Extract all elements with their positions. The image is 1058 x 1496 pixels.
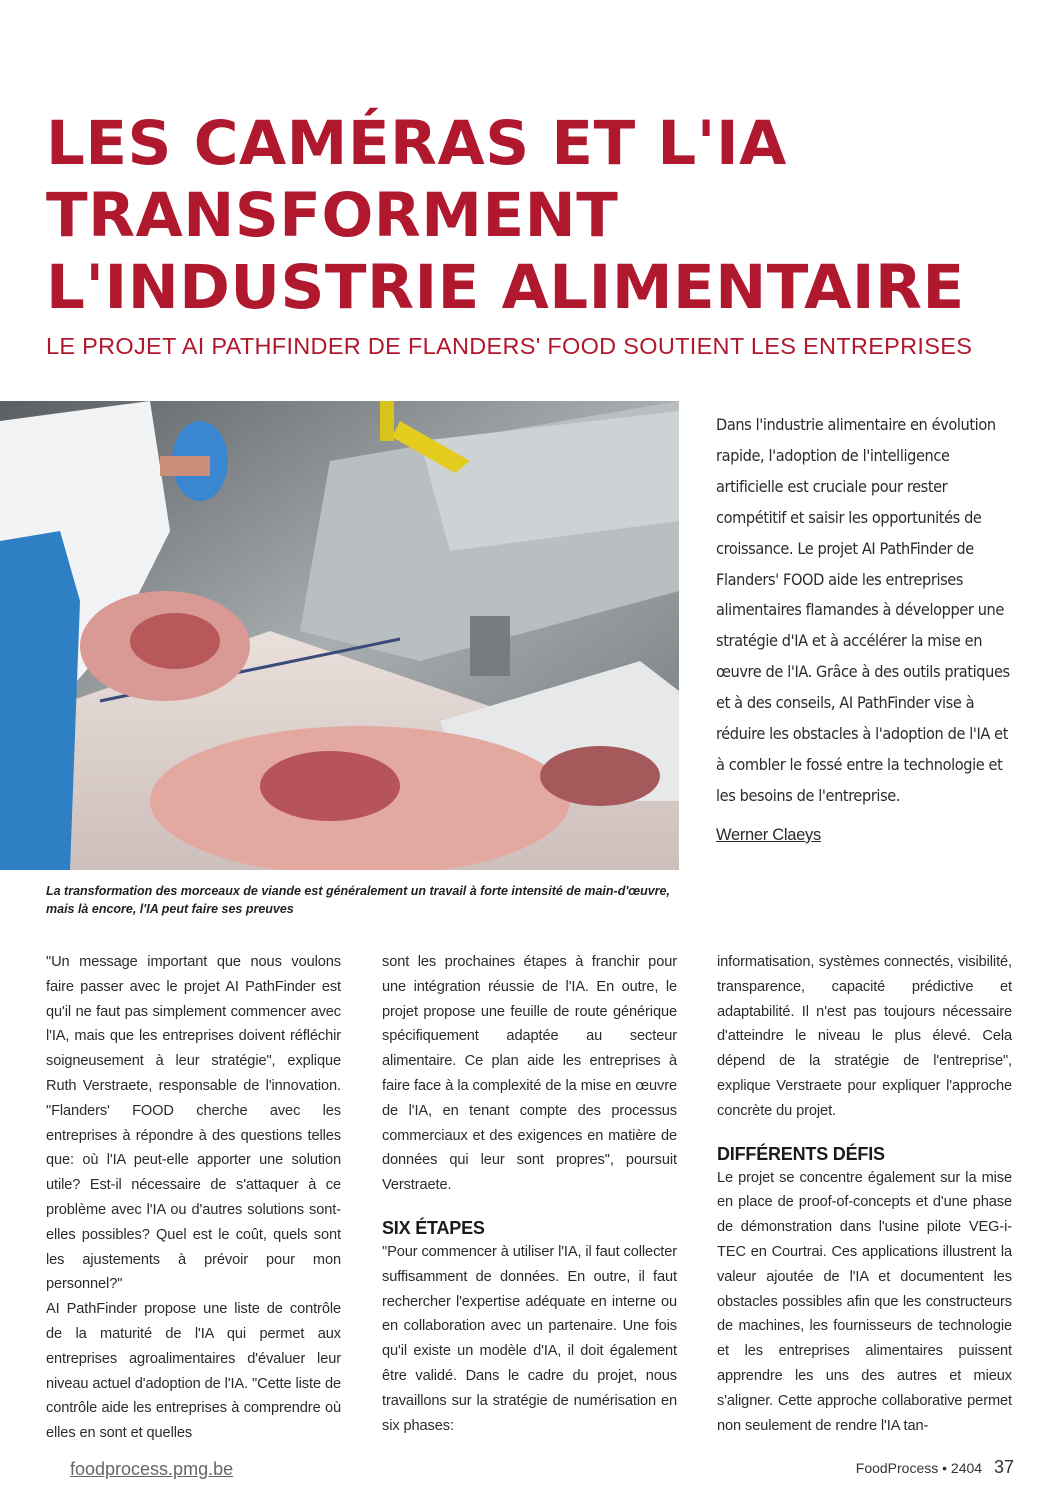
body-paragraph: AI PathFinder propose une liste de contrôle de la maturité de l'IA qui permet aux entreprises agroalimentaires d'évaluer leur niveau actuel d'adoption de l'IA. "Cette liste de contrôle aide les entreprises à comprendre où elles en sont et quelles [46,1301,341,1442]
body-paragraph: Le projet se concentre également sur la mise en place de proof-of-concepts et d'une phase de démonstration dans l'usine pilote VEG-i-TEC en Courtrai. Ces applications illustrent la valeur ajoutée de l'IA et documentent les obstacles possibles afin que les constructeurs de machines, les fournisseurs de technologie et les entreprises alimentaires puissent apprendre les uns des autres et mieux s'aligner. Cette approche collaborative permet non seulement de rendre l'IA tan- [717,1169,1012,1434]
body-column-3 [717,950,1012,1438]
body-paragraph: sont les prochaines étapes à franchir pour une intégration réussie de l'IA. En outre, le projet propose une feuille de route générique spécifiquement adaptée au secteur alimentaire. Ce plan aide les entreprises à faire face à la complexité de la mise en œuvre de l'IA, en tenant compte des processus commerciaux et des exigences en matière de données qui leur sont propres", poursuit Verstraete. [382,954,677,1194]
page-number: 37 [993,1457,1014,1477]
title-line-2: TRANSFORMENT [46,180,619,251]
issue-label: FoodProcess • 2404 [855,1460,983,1476]
photo-illustration [0,401,679,870]
article-title [46,108,1026,324]
section-heading: SIX ÉTAPES [382,1217,485,1238]
body-column-2 [382,950,677,1438]
title-line-1: LES CAMÉRAS ET L'IA [46,108,787,179]
meat-processing-photo [0,401,679,870]
intro-text: Dans l'industrie alimentaire en évolution rapide, l'adoption de l'intelligence artificielle est cruciale pour rester compétitif et saisir les opportunités de croissance. Le projet AI PathFinder de Flanders' FOOD aide les entreprises alimentaires flamandes à développer une stratégie d'IA et à accélérer la mise en œuvre de l'IA. Grâce à des outils pratiques et à des conseils, AI PathFinder vise à réduire les obstacles à l'adoption de l'IA et à combler le fossé entre la technologie et les besoins de l'entreprise. [716,415,1010,805]
photo-caption: La transformation des morceaux de viande est généralement un travail à forte intensité de main-d'œuvre, mais là encore, l'IA peut faire ses preuves [46,884,670,916]
body-paragraph: "Pour commencer à utiliser l'IA, il faut collecter suffisamment de données. En outre, il faut rechercher l'expertise adéquate en interne ou en collaboration avec un partenaire. Une fois qu'il existe un modèle d'IA, il doit également être validé. Dans le cadre du projet, nous travaillons sur la stratégie de numérisation en six phases: [382,1243,677,1434]
section-heading: DIFFÉRENTS DÉFIS [717,1143,885,1164]
website-link[interactable]: foodprocess.pmg.be [70,1459,234,1479]
body-paragraph: "Un message important que nous voulons faire passer avec le projet AI PathFinder est qu'il ne faut pas simplement commencer avec l'IA, mais que les entreprises doivent réfléchir soigneusement à leur stratégie", explique Ruth Verstraete, responsable de l'innovation. "Flanders' FOOD cherche avec les entreprises à répondre à des questions telles que: où l'IA peut-elle apporter une solution utile? Est-il nécessaire de s'attaquer à ce problème avec l'IA ou d'autres solutions sont-elles possibles? Quel est le coût, quels sont les ajustements à prévoir pour mon personnel?" [46,954,341,1293]
page-footer [856,1457,1014,1478]
author-link[interactable]: Werner Claeys [716,826,821,844]
title-line-3: L'INDUSTRIE ALIMENTAIRE [46,252,965,323]
body-column-1 [46,950,341,1446]
article-subtitle: LE PROJET AI PATHFINDER DE FLANDERS' FOOD SOUTIENT LES ENTREPRISES [46,333,973,359]
intro-paragraph [716,410,1016,812]
body-paragraph: informatisation, systèmes connectés, visibilité, transparence, capacité prédictive et adaptabilité. Il n'est pas toujours nécessaire d'atteindre le niveau le plus élevé. Cela dépend de la stratégie de l'entreprise", explique Verstraete pour expliquer l'approche concrète du projet. [717,954,1012,1119]
